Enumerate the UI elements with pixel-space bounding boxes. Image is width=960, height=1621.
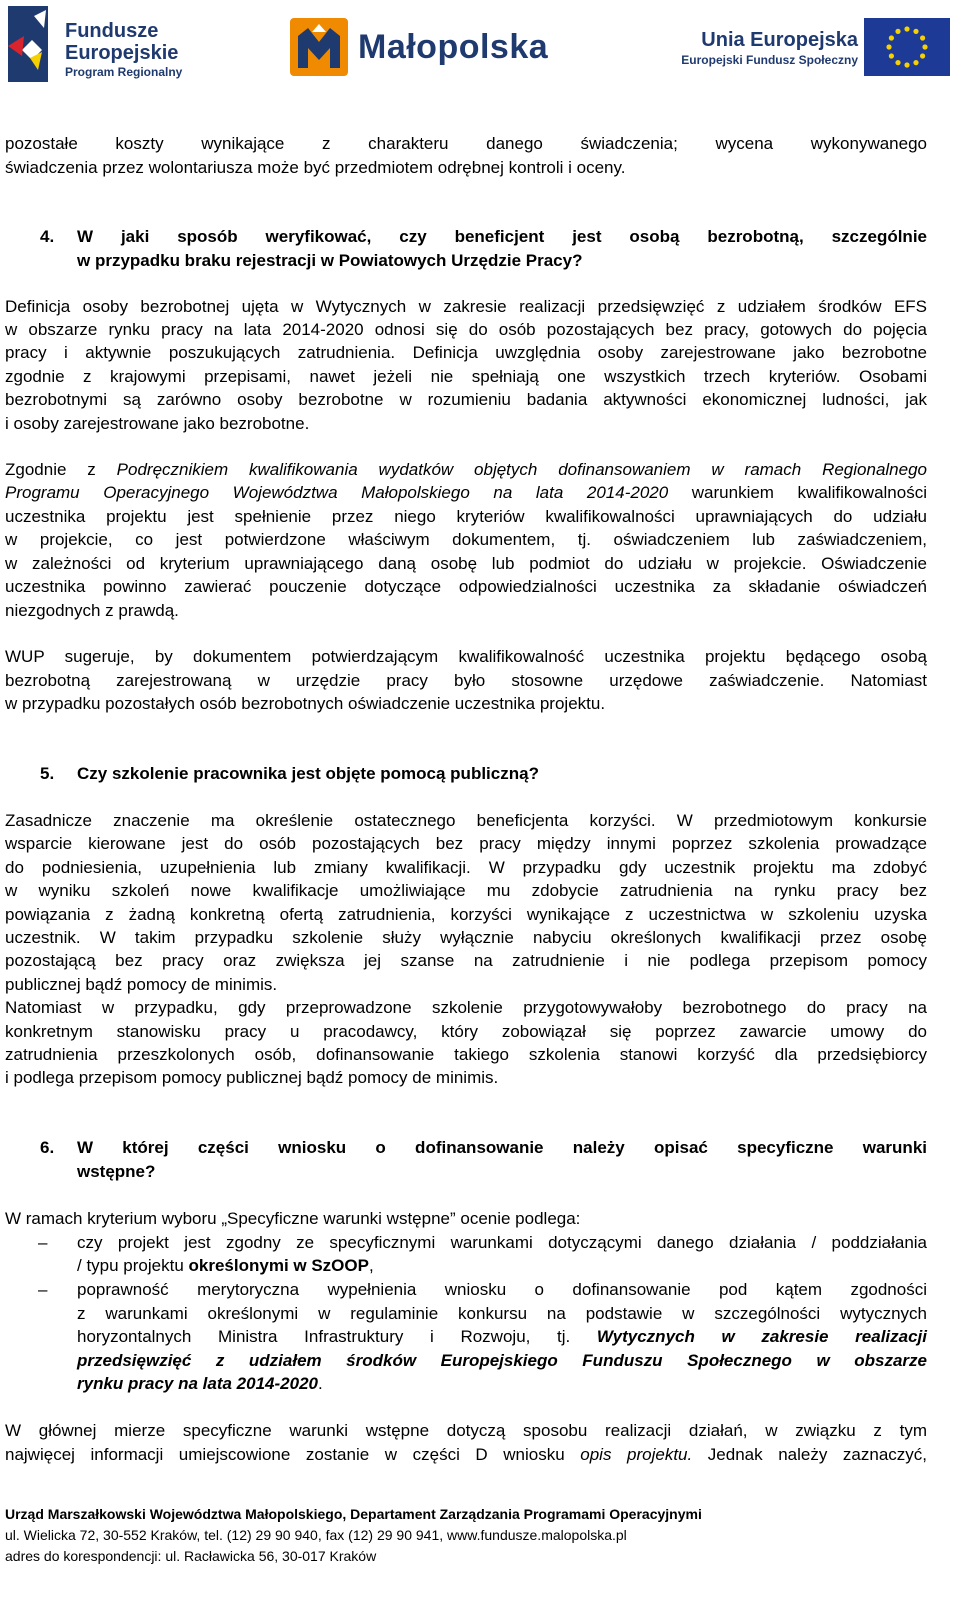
footer-office: Urząd Marszałkowski Województwa Małopolskiego, Departament Zarządzania Programami Operacyjnymi [5, 1506, 702, 1522]
q5-p1-line: zatrudnienia przeszkolonych osób, dofinansowanie takiego szkolenia stanowi korzyść dla przedsiębiorcy [5, 1045, 927, 1064]
q4-p3-line: bezrobotną zarejestrowaną w urzędzie pracy było stosowne urzędowe zaświadczenie. Natomiast [5, 671, 927, 690]
q4-p2-line: uczestnika projektu jest spełnienie przez niego kryteriów kwalifikowalności uprawniających do udziału [5, 507, 927, 526]
q6-item2-line-3 [77, 1325, 927, 1348]
q4-p2-line: w projekcie, co jest potwierdzone właściwym dokumentem, tj. oświadczeniem lub zaświadczeniem, [5, 530, 927, 549]
q6-item2-end: . [317, 1374, 323, 1393]
q4-p1-line: Definicja osoby bezrobotnej ujęta w Wytycznych w zakresie realizacji przedsięwzięć z udziałem środków EFS [5, 297, 927, 316]
q6-item1-line-2 [77, 1254, 927, 1277]
q5-p1-line: i podlega przepisom pomocy publicznej bądź pomocy de minimis. [5, 1068, 499, 1087]
fe-logo-line1: Fundusze [65, 20, 159, 42]
fe-logo-line3: Program Regionalny [65, 65, 183, 79]
q4-p2-line: niezgodnych z prawdą. [5, 601, 179, 620]
footer-correspondence: adres do korespondencji: ul. Racławicka 56, 30-017 Kraków [5, 1548, 377, 1564]
q6-item2-guidelines-title-2: przedsięwzięć z udziałem środków Europejskiego Funduszu Społecznego w obszarze [77, 1351, 927, 1370]
q6-p2-lead: najwięcej informacji umiejscowione zostanie w części D wniosku [5, 1445, 581, 1464]
q5-p1-line: publicznej bądź pomocy de minimis. [5, 975, 278, 994]
q4-number: 4. [40, 227, 55, 246]
q6-item2-line-4 [77, 1349, 927, 1372]
q6-item2-guidelines-title-3: rynku pracy na lata 2014-2020 [77, 1374, 318, 1393]
q6-item1-line-1: czy projekt jest zgodny ze specyficznymi warunkami dotyczącymi danego działania / poddziałania [77, 1233, 927, 1252]
q5-p1-line: do podniesienia, uzupełnienia lub zmiany kwalifikacji. W przypadku gdy uczestnik projektu ma zdobyć [5, 858, 927, 877]
ue-logo-line1: Unia Europejska [701, 29, 858, 51]
list-dash: – [38, 1233, 48, 1252]
malopolska-name: Małopolska [358, 28, 549, 66]
q5-p1-line: konkretnym stanowisku pracy u pracodawcy, który zobowiązał się poprzez zawarcie umowy do [5, 1022, 927, 1041]
ue-logo-line2: Europejski Fundusz Społeczny [681, 53, 858, 67]
q4-p1-line: zgodnie z krajowymi przepisami, nawet jeżeli nie spełniają one wszystkich trzech kryteriów. Osobami [5, 367, 927, 386]
q6-p2-line-1: W głównej mierze specyficzne warunki wstępne dotyczą sposobu realizacji działań, w związku z tym [5, 1421, 927, 1440]
q6-number: 6. [40, 1138, 55, 1157]
q6-item1-end: , [368, 1256, 374, 1275]
q5-p1-line: uczestnik. W takim przypadku szkolenie służy wyłącznie nabyciu określonych kwalifikacji przez osobę [5, 928, 927, 947]
q4-p2-line: w zależności od kryterium uprawniającego daną osobę lub podmiot do udziału w projekcie. Oświadczenie [5, 554, 927, 573]
q6-p2-cont: Jednak należy zaznaczyć, [692, 1445, 927, 1464]
q6-intro: W ramach kryterium wyboru „Specyficzne warunki wstępne” ocenie podlega: [5, 1209, 581, 1228]
fe-star-icon [8, 6, 60, 82]
fundusze-europejskie-logo [8, 6, 208, 86]
q4-p2-handbook-title-1: Podręcznikiem kwalifikowania wydatków objętych dofinansowaniem w ramach Regionalnego [116, 460, 928, 479]
intro-line-2: świadczenia przez wolontariusza może być przedmiotem odrębnej kontroli i oceny. [5, 158, 626, 177]
q6-item1-bold: określonymi w SzOOP [188, 1256, 369, 1275]
q4-p1-line: bezrobotnymi są zarówno osoby bezrobotne w rozumieniu badania aktywności ekonomicznej ludności, jak [5, 390, 927, 409]
q5-p1-line: w wyniku szkoleń nowe kwalifikacje umożliwiające mu zdobycie zatrudnienia na rynku pracy bez [5, 881, 927, 900]
footer-address: ul. Wielicka 72, 30-552 Kraków, tel. (12) 29 90 940, fax (12) 29 90 941, www.fundusze.malopolska.pl [5, 1527, 627, 1543]
malopolska-logo [290, 18, 590, 80]
q4-p2-lead: Zgodnie z [5, 460, 117, 479]
q4-p3-line: WUP sugeruje, by dokumentem potwierdzającym kwalifikowalność uczestnika projektu będącego osobą [5, 647, 927, 666]
q6-p2-section-name: opis projektu. [580, 1445, 693, 1464]
q4-p2-line-1 [5, 458, 927, 481]
q6-item2-line-1: poprawność merytoryczna wypełnienia wniosku o dofinansowanie pod kątem zgodności [77, 1280, 927, 1299]
q4-p2-handbook-title-2: Programu Operacyjnego Województwa Małopolskiego na lata 2014-2020 [5, 483, 669, 502]
q5-p1-line: powiązania z żadną konkretną ofertą zatrudnienia, korzyści wynikające z uczestnictwa w szkoleniu uzyska [5, 905, 927, 924]
q6-item2-plain: horyzontalnych Ministra Infrastruktury i Rozwoju, tj. [77, 1327, 597, 1346]
intro-line-1: pozostałe koszty wynikające z charakteru danego świadczenia; wycena wykonywanego [5, 134, 927, 153]
q6-item2-guidelines-title-1: Wytycznych w zakresie realizacji [596, 1327, 927, 1346]
logo-bar [0, 0, 960, 95]
q5-p1-line: Natomiast w przypadku, gdy przeprowadzone szkolenie przygotowywałoby bezrobotnego do pracy na [5, 998, 927, 1017]
q6-heading-line-2: wstępne? [77, 1162, 156, 1181]
q4-p2-line-2 [5, 481, 927, 504]
q6-item2-line-2: z warunkami określonymi w regulaminie konkursu na podstawie w szczególności wytycznych [77, 1304, 927, 1323]
q4-p3-line: w przypadku pozostałych osób bezrobotnych oświadczenie uczestnika projektu. [5, 694, 606, 713]
q4-heading-line-1: W jaki sposób weryfikować, czy beneficjent jest osobą bezrobotną, szczególnie [77, 227, 927, 246]
fe-logo-line2: Europejskie [65, 42, 179, 64]
q4-heading-line-2: w przypadku braku rejestracji w Powiatowych Urzędzie Pracy? [77, 251, 583, 270]
q4-p2-line: uczestnika powinno zawierać pouczenie dotyczące odpowiedzialności uczestnika za składanie oświadczeń [5, 577, 927, 596]
q6-item1-prefix: / typu projektu [77, 1256, 189, 1275]
q4-p1-line: w obszarze rynku pracy na lata 2014-2020 odnosi się do osób pozostających bez pracy, gotowych do pojęcia [5, 320, 927, 339]
q6-p2-line-2 [5, 1443, 927, 1466]
q6-item2-line-5 [77, 1372, 927, 1395]
malopolska-crest-icon [290, 18, 348, 76]
q4-p1-line: pracy i aktywnie poszukujących zatrudnienia. Definicja uwzględnia osoby zarejestrowane jako bezrobotne [5, 343, 927, 362]
q4-p1-line: i osoby zarejestrowane jako bezrobotne. [5, 414, 310, 433]
q5-p1-line: wsparcie kierowane jest do osób pozostających bez pracy między innymi poprzez szkolenia prowadzące [5, 834, 927, 853]
q5-heading: Czy szkolenie pracownika jest objęte pomocą publiczną? [77, 764, 539, 783]
list-dash: – [38, 1280, 48, 1299]
q5-p1-line: pozostającą bez pracy oraz zwiększa jej szanse na zatrudnienie i nie podlega przepisom pomocy [5, 951, 927, 970]
unia-europejska-logo [658, 18, 953, 80]
q5-p1-line: Zasadnicze znaczenie ma określenie ostatecznego beneficjenta korzyści. W przedmiotowym konkursie [5, 811, 927, 830]
eu-flag-icon [864, 18, 950, 76]
q6-heading-line-1: W której części wniosku o dofinansowanie należy opisać specyficzne warunki [77, 1138, 927, 1157]
q5-number: 5. [40, 764, 55, 783]
q4-p2-cont: warunkiem kwalifikowalności [668, 483, 927, 502]
